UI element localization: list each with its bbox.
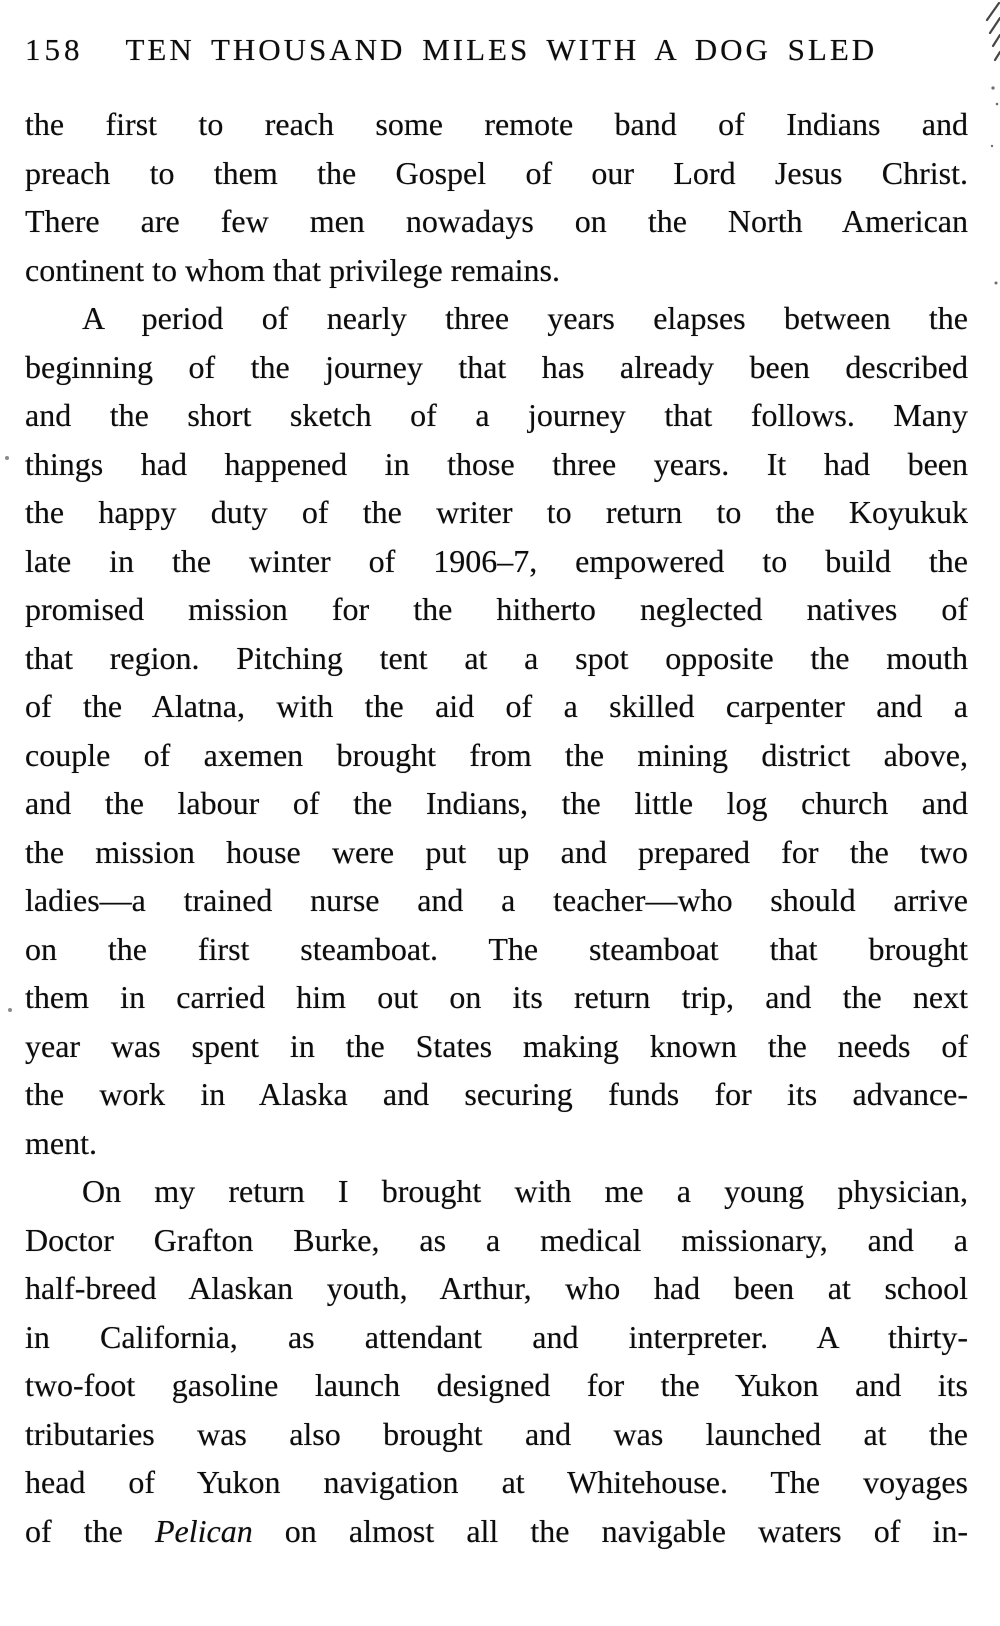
text-line: ladies—a trained nurse and a teacher—who should arrive (25, 882, 968, 918)
text-line: half-breed Alaskan youth, Arthur, who had been at school (25, 1270, 968, 1306)
text-line: On my return I brought with me a young physician, (82, 1173, 968, 1209)
text-line: things had happened in those three years. It had been (25, 445, 968, 482)
text-line: There are few men nowadays on the North American (25, 203, 968, 239)
text-line: on the first steamboat. The steamboat that brought (25, 930, 968, 967)
text-line: ment. (25, 1124, 97, 1161)
text-line: them in carried him out on its return trip, and the next (25, 979, 968, 1015)
text-line: the mission house were put up and prepared for the two (25, 833, 968, 870)
text-line: year was spent in the States making known the needs of (25, 1027, 968, 1064)
scan-smudge (980, 0, 1000, 300)
paragraph (25, 294, 968, 1167)
scan-speck (8, 1008, 12, 1012)
text-line: and the labour of the Indians, the little log church and (25, 785, 968, 821)
running-title: TEN THOUSAND MILES WITH A DOG SLED (125, 32, 878, 67)
text-line: and the short sketch of a journey that follows. Many (25, 397, 968, 433)
text-line: of the Alatna, with the aid of a skilled carpenter and a (25, 688, 968, 724)
text-line: head of Yukon navigation at Whitehouse. The voyages (25, 1464, 968, 1500)
text-line: the work in Alaska and securing funds for its advance- (25, 1076, 968, 1112)
text-line: late in the winter of 1906–7, empowered to build the (25, 542, 968, 579)
text-line: the first to reach some remote band of Indians and (25, 106, 968, 142)
text-line: two-foot gasoline launch designed for the Yukon and its (25, 1367, 968, 1403)
text-line: preach to them the Gospel of our Lord Jesus Christ. (25, 154, 968, 191)
text-line: continent to whom that privilege remains. (25, 251, 560, 288)
text-line: the happy duty of the writer to return to the Koyukuk (25, 494, 968, 530)
page-header (25, 30, 968, 70)
page-number: 158 (25, 32, 84, 67)
text-line: of the Pelican on almost all the navigable waters of in- (25, 1512, 969, 1549)
italic-boat-name: Pelican (154, 1512, 253, 1549)
text-line: Doctor Grafton Burke, as a medical missionary, and a (25, 1221, 968, 1258)
text-line: that region. Pitching tent at a spot opposite the mouth (25, 639, 968, 676)
scan-speck (5, 456, 9, 460)
page-body (25, 100, 968, 1555)
paragraph (25, 1167, 968, 1555)
text-line: tributaries was also brought and was launched at the (25, 1415, 968, 1452)
text-line: beginning of the journey that has already been described (25, 348, 968, 385)
text-line: couple of axemen brought from the mining district above, (25, 736, 968, 773)
text-line: in California, as attendant and interpreter. A thirty- (25, 1318, 968, 1355)
text-line: promised mission for the hitherto neglected natives of (25, 591, 968, 627)
text-line: A period of nearly three years elapses between the (82, 300, 968, 336)
paragraph (25, 100, 968, 294)
